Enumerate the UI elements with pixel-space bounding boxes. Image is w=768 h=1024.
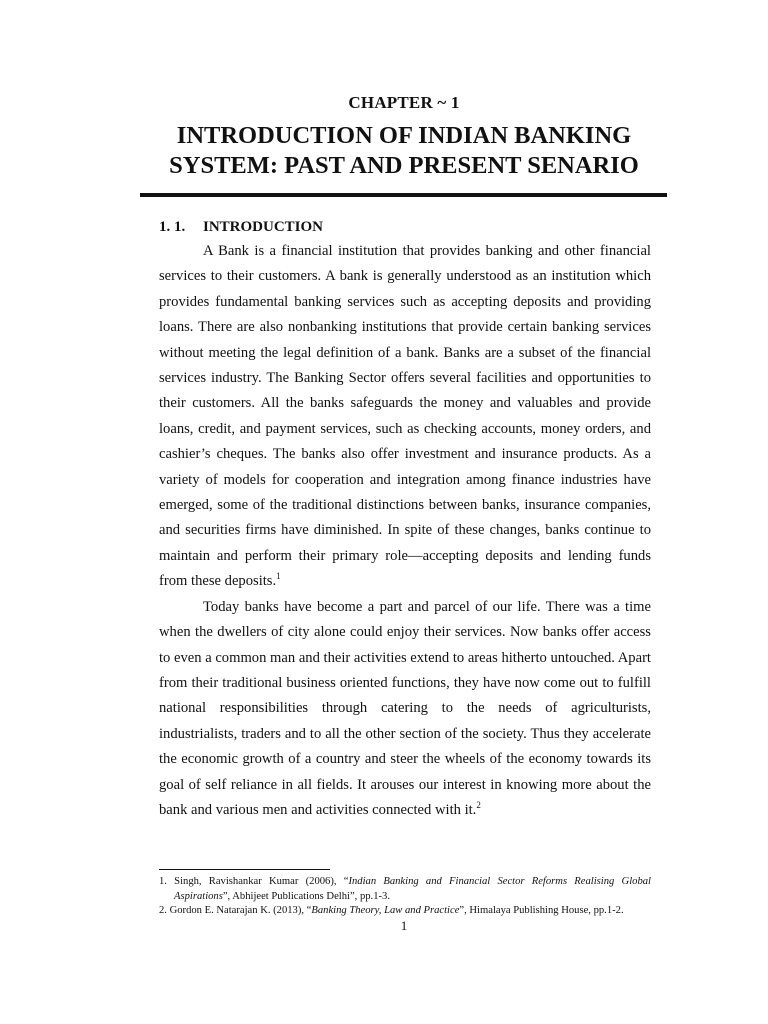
section-heading xyxy=(159,219,323,236)
title-divider xyxy=(140,193,667,197)
page-number: 1 xyxy=(400,918,408,933)
footnotes xyxy=(159,875,651,919)
footnote-divider xyxy=(159,869,330,870)
footnote-item xyxy=(159,875,651,904)
chapter-label: CHAPTER ~ 1 xyxy=(348,93,460,112)
footnote-text: 2. Gordon E. Natarajan K. (2013), “ xyxy=(159,905,312,917)
paragraph xyxy=(159,239,651,595)
chapter-title: INTRODUCTION OF INDIAN BANKING SYSTEM: PAST AND PRESENT SENARIO xyxy=(169,122,639,179)
footnote-title: Indian Banking and Financial Sector Reforms Realising Global Aspirations xyxy=(174,876,651,902)
paragraph-text: A Bank is a financial institution that provides banking and other financial services to their customers. A bank is generally understood as an institution which provides fundamental banking services such as accepting deposits and providing loans. There are also nonbanking institutions that provide certain banking services without meeting the legal definition of a bank. Banks are a subset of the financial services industry. The Banking Sector offers several facilities and opportunities to their customers. All the banks safeguards the money and valuables and provide loans, credit, and payment services, such as checking accounts, money orders, and cashier’s cheques. The banks also offer investment and insurance products. As a variety of models for cooperation and integration among finance industries have emerged, some of the traditional distinctions between banks, insurance companies, and securities firms have diminished. In spite of these changes, banks continue to maintain and perform their primary role—accepting deposits and lending funds from these deposits. xyxy=(159,243,651,590)
paragraph-text: Today banks have become a part and parcel of our life. There was a time when the dwellers of city alone could enjoy their services. Now banks offer access to even a common man and their activities extend to areas hitherto untouched. Apart from their traditional business oriented functions, they have now come out to fulfill national responsibilities through catering to the needs of agriculturists, industrialists, traders and to all the other section of the society. Thus they accelerate the economic growth of a country and steer the wheels of the economy towards its goal of self reliance in all fields. It arouses our interest in knowing more about the bank and various men and activities connected with it. xyxy=(159,598,651,818)
footnote-reference[interactable]: 2 xyxy=(476,799,481,810)
body-text xyxy=(159,239,651,823)
paragraph xyxy=(159,595,651,824)
section-title: INTRODUCTION xyxy=(203,219,324,235)
footnote-reference[interactable]: 1 xyxy=(276,571,281,582)
footnote-text: 1. Singh, Ravishankar Kumar (2006), “ xyxy=(159,876,349,887)
footnote-item xyxy=(159,904,651,919)
footnote-text: ”, Abhijeet Publications Delhi”, pp.1-3. xyxy=(222,890,390,902)
footnote-title: Banking Theory, Law and Practice xyxy=(311,905,460,917)
footnote-text: ”, Himalaya Publishing House, pp.1-2. xyxy=(459,905,624,917)
section-number: 1. 1. xyxy=(159,219,186,235)
